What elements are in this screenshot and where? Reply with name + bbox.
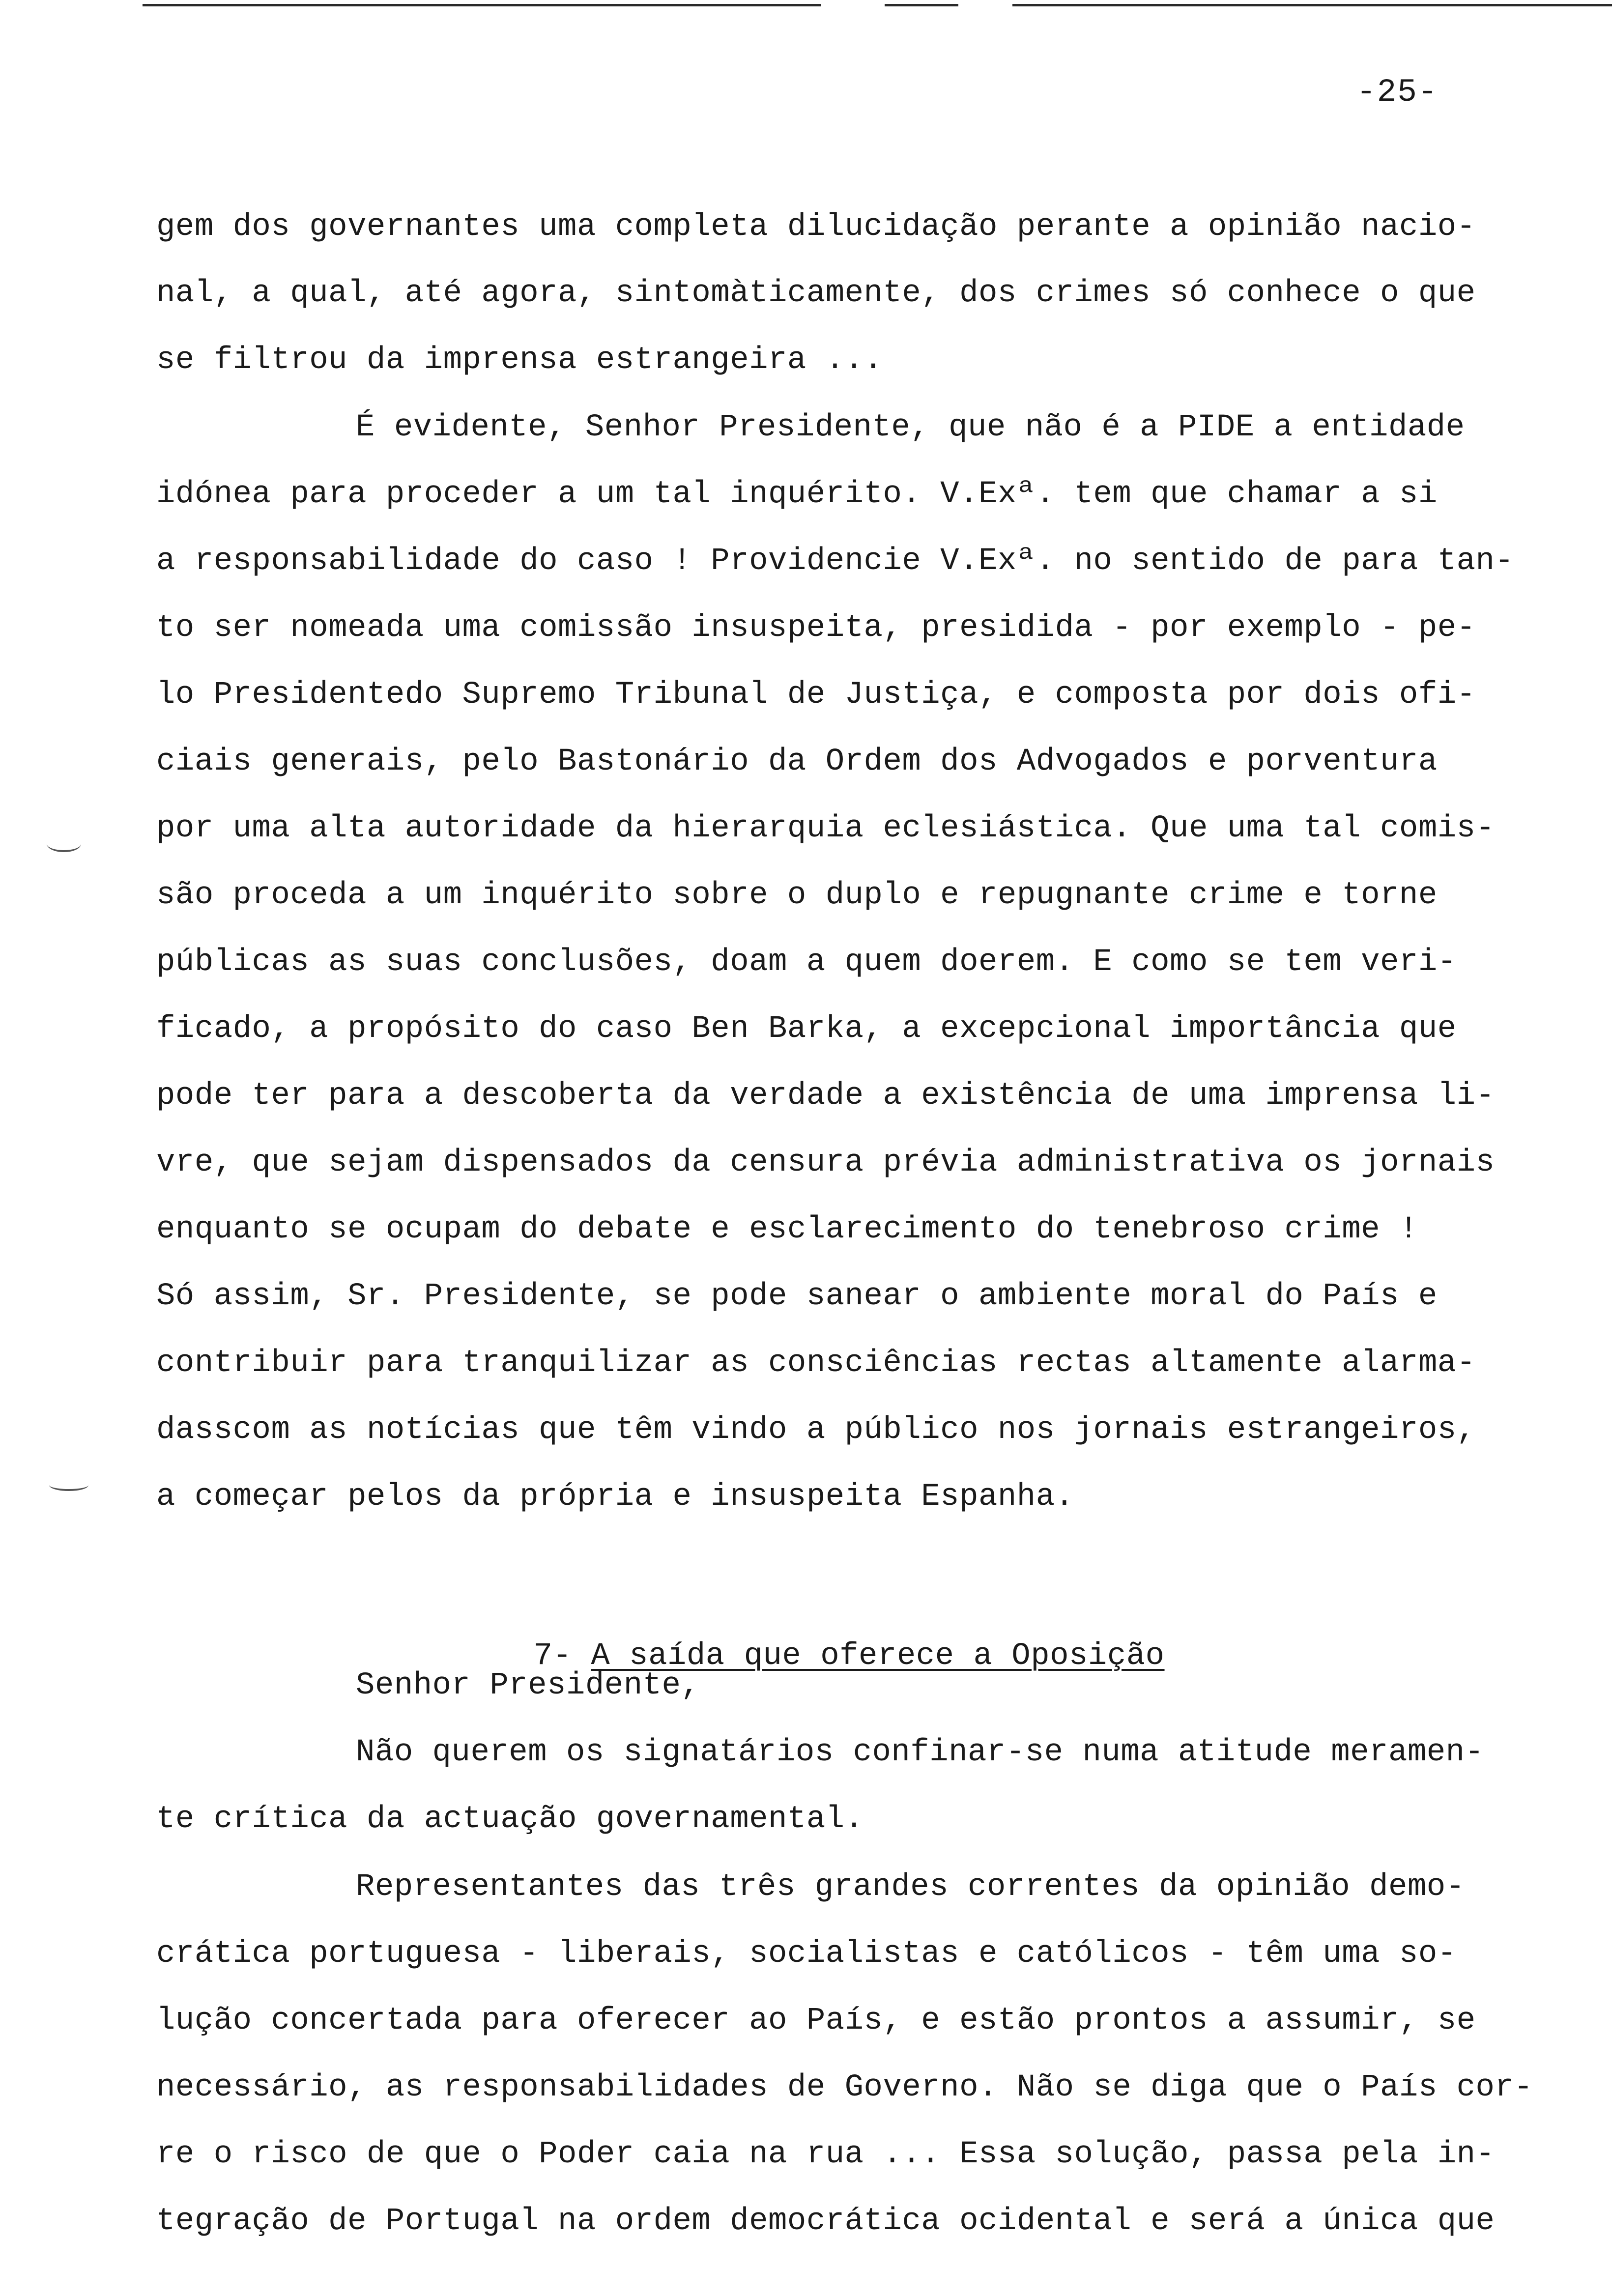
text-line: É evidente, Senhor Presidente, que não é a PIDE a entidade — [356, 410, 1465, 445]
text-line: te crítica da actuação governamental. — [156, 1802, 864, 1837]
text-line: a começar pelos da própria e insuspeita Espanha. — [156, 1479, 1074, 1515]
text-line: contribuir para tranquilizar as consciências rectas altamente alarma- — [156, 1346, 1476, 1381]
text-line: tegração de Portugal na ordem democrática ocidental e será a única que — [156, 2204, 1495, 2239]
page-number: -25- — [1356, 74, 1439, 111]
text-line: lo Presidentedo Supremo Tribunal de Justiça, e composta por dois ofi- — [156, 677, 1476, 713]
text-line: se filtrou da imprensa estrangeira ... — [156, 343, 883, 378]
text-line: Só assim, Sr. Presidente, se pode sanear o ambiente moral do País e — [156, 1279, 1438, 1314]
text-line: são proceda a um inquérito sobre o duplo e repugnante crime e torne — [156, 878, 1438, 913]
text-line: enquanto se ocupam do debate e esclarecimento do tenebroso crime ! — [156, 1212, 1418, 1247]
text-line: ciais generais, pelo Bastonário da Ordem dos Advogados e porventura — [156, 744, 1438, 779]
text-line: pode ter para a descoberta da verdade a existência de uma imprensa li- — [156, 1078, 1495, 1114]
text-line: crática portuguesa - liberais, socialistas e católicos - têm uma so- — [156, 1936, 1457, 1972]
text-line: Senhor Presidente, — [356, 1668, 700, 1703]
text-line: dasscom as notícias que têm vindo a público nos jornais estrangeiros, — [156, 1412, 1476, 1448]
section-heading — [457, 1597, 1165, 1674]
text-line: a responsabilidade do caso ! Providencie V.Exª. no sentido de para tan- — [156, 544, 1514, 579]
text-line: por uma alta autoridade da hierarquia eclesiástica. Que uma tal comis- — [156, 811, 1495, 846]
text-line: públicas as suas conclusões, doam a quem doerem. E como se tem veri- — [156, 945, 1457, 980]
text-line: ficado, a propósito do caso Ben Barka, a excepcional importância que — [156, 1011, 1457, 1047]
top-rule-left — [143, 4, 821, 6]
section-number: 7- — [533, 1638, 572, 1674]
text-line: vre, que sejam dispensados da censura prévia administrativa os jornais — [156, 1145, 1495, 1180]
margin-mark-upper — [47, 835, 81, 852]
text-line: gem dos governantes uma completa dilucidação perante a opinião nacio- — [156, 209, 1476, 245]
text-line: Representantes das três grandes correntes da opinião demo- — [356, 1869, 1465, 1905]
text-line: re o risco de que o Poder caia na rua ... Essa solução, passa pela in- — [156, 2137, 1495, 2172]
text-line: nal, a qual, até agora, sintomàticamente, dos crimes só conhece o que — [156, 276, 1476, 311]
section-title: A saída que oferece a Oposição — [591, 1638, 1165, 1674]
text-line: necessário, as responsabilidades de Governo. Não se diga que o País cor- — [156, 2070, 1533, 2105]
top-rule-middle — [885, 4, 958, 6]
text-line: idónea para proceder a um tal inquérito. V.Exª. tem que chamar a si — [156, 477, 1438, 512]
margin-mark-lower — [49, 1479, 88, 1491]
top-rule-right — [1012, 4, 1612, 6]
text-line: Não querem os signatários confinar-se numa atitude meramen- — [356, 1735, 1484, 1770]
text-line: lução concertada para oferecer ao País, e estão prontos a assumir, se — [156, 2003, 1476, 2038]
text-line: to ser nomeada uma comissão insuspeita, presidida - por exemplo - pe- — [156, 610, 1476, 646]
